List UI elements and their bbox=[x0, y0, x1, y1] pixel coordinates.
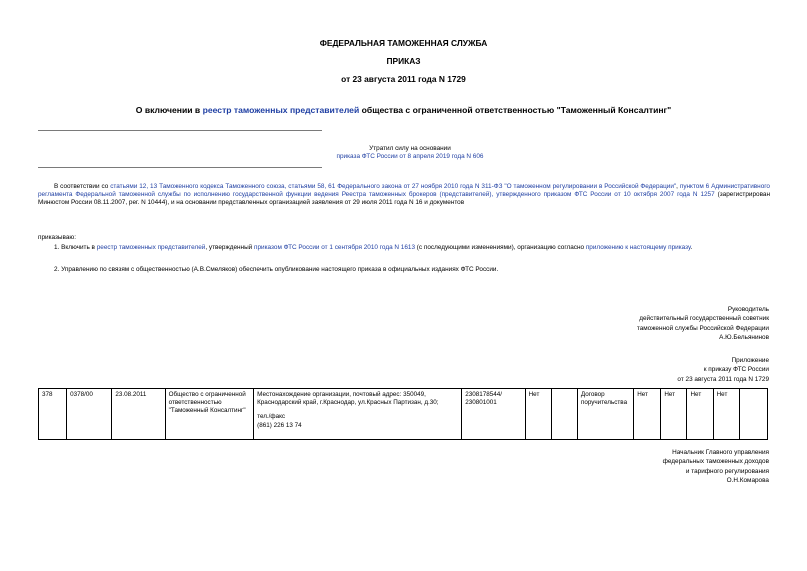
title-registry-link[interactable]: реестр таможенных представителей bbox=[202, 105, 360, 115]
item1-order-link[interactable]: приказом ФТС России от 1 сентября 2010 года N 1613 bbox=[254, 244, 416, 251]
address-text: Местонахождение организации, почтовый адрес: 350049, Краснодарский край, г.Краснодар, ул.Красных Партизан, д.30; bbox=[257, 391, 439, 407]
lost-force-note bbox=[300, 145, 520, 161]
footer-signature-block bbox=[529, 448, 769, 485]
cell-address bbox=[254, 389, 462, 440]
cell-reg-index: 378 bbox=[39, 389, 67, 440]
divider-top bbox=[38, 130, 322, 131]
order-item-2: 2. Управлению по связям с общественностью (А.В.Смеляков) обеспечить опубликование настоящего приказа в официальных изданиях ФТС России. bbox=[54, 266, 499, 273]
cell-flag-2: Нет bbox=[634, 389, 661, 440]
signature-rank-2: таможенной службы Российской Федерации bbox=[636, 324, 769, 332]
signature-name: А.Ю.Бельянинов bbox=[719, 333, 769, 341]
cell-flag-1: Нет bbox=[525, 389, 551, 440]
item1-appendix-link[interactable]: приложению к настоящему приказу bbox=[585, 244, 691, 251]
item1-text-1: 1. Включить в bbox=[54, 244, 97, 251]
cell-flag-5: Нет bbox=[713, 389, 739, 440]
preamble-text-1: В соответствии со bbox=[54, 183, 111, 190]
appendix-title: Приложение bbox=[731, 357, 769, 364]
item1-registry-link[interactable]: реестр таможенных представителей bbox=[96, 244, 206, 251]
phone-label: тел./факс bbox=[257, 413, 286, 421]
cell-flag-3: Нет bbox=[661, 389, 687, 440]
cell-flag-4: Нет bbox=[687, 389, 713, 440]
cell-empty-2 bbox=[739, 389, 767, 440]
footer-position-2: федеральных таможенных доходов bbox=[662, 458, 769, 466]
order-word: приказываю: bbox=[38, 234, 76, 241]
footer-position-3: и тарифного регулирования bbox=[685, 467, 769, 475]
appendix-date: от 23 августа 2011 года N 1729 bbox=[677, 375, 769, 383]
document-date-number: от 23 августа 2011 года N 1729 bbox=[341, 74, 466, 84]
preamble-law-link[interactable]: статьями 12, 13 Таможенного кодекса Таможенного союза, статьями 58, 61 Федерального закона от 27 ноября 2010 года N 311-ФЗ "О таможенном регулировании в Российской Федерации" bbox=[110, 183, 677, 190]
lost-force-link[interactable]: приказа ФТС России от 8 апреля 2019 года N 606 bbox=[336, 153, 484, 160]
document-type: ПРИКАЗ bbox=[386, 56, 421, 66]
table-row bbox=[39, 389, 768, 440]
cell-org-name: Общество с ограниченной ответственностью "Таможенный Консалтинг" bbox=[165, 389, 253, 440]
signature-block bbox=[529, 305, 769, 342]
title-suffix: общества с ограниченной ответственностью "Таможенный Консалтинг" bbox=[359, 105, 672, 115]
item1-text-3: (с последующими изменениями), организацию согласно bbox=[415, 244, 586, 251]
cell-empty-1 bbox=[551, 389, 577, 440]
divider-bottom bbox=[38, 167, 322, 168]
item1-text-4: . bbox=[690, 244, 693, 251]
cell-date: 23.08.2011 bbox=[112, 389, 165, 440]
preamble-text-3: (зарегистрирован Минюстом России 08.11.2007, рег. N 10444), и на основании представленных организацией заявления от 29 июля 2011 года N 16 и документов bbox=[38, 191, 770, 206]
cell-reg-number: 0378/00 bbox=[67, 389, 112, 440]
title-prefix: О включении в bbox=[135, 105, 203, 115]
appendix-reference: к приказу ФТС России bbox=[703, 366, 769, 374]
signature-rank-1: действительный государственный советник bbox=[639, 315, 769, 323]
footer-name: О.Н.Комарова bbox=[726, 476, 769, 484]
registry-table bbox=[38, 388, 768, 440]
item1-text-2: , утвержденный bbox=[205, 244, 255, 251]
document-title bbox=[40, 105, 767, 116]
agency-name: ФЕДЕРАЛЬНАЯ ТАМОЖЕННАЯ СЛУЖБА bbox=[319, 38, 488, 48]
phone-number: (861) 226 13 74 bbox=[257, 421, 302, 429]
cell-inn-kpp: 2308178544/ 230801001 bbox=[462, 389, 525, 440]
footer-position-1: Начальник Главного управления bbox=[672, 449, 769, 456]
appendix-header bbox=[529, 356, 769, 384]
preamble-regulation-link[interactable]: пунктом 6 Административного регламента Федеральной таможенной службы по исполнению государственной функции ведения Реестра таможенных брокеров (представителей), утвержденного приказом ФТС России от 10 октября 2007 года N 1257 bbox=[38, 183, 770, 198]
preamble-text-2: , bbox=[676, 183, 680, 190]
preamble-paragraph bbox=[38, 183, 770, 207]
cell-guarantee: Договор поручительства bbox=[577, 389, 633, 440]
signature-position: Руководитель bbox=[727, 306, 769, 313]
lost-force-text: Утратил силу на основании bbox=[369, 145, 451, 152]
order-item-1 bbox=[38, 244, 770, 252]
